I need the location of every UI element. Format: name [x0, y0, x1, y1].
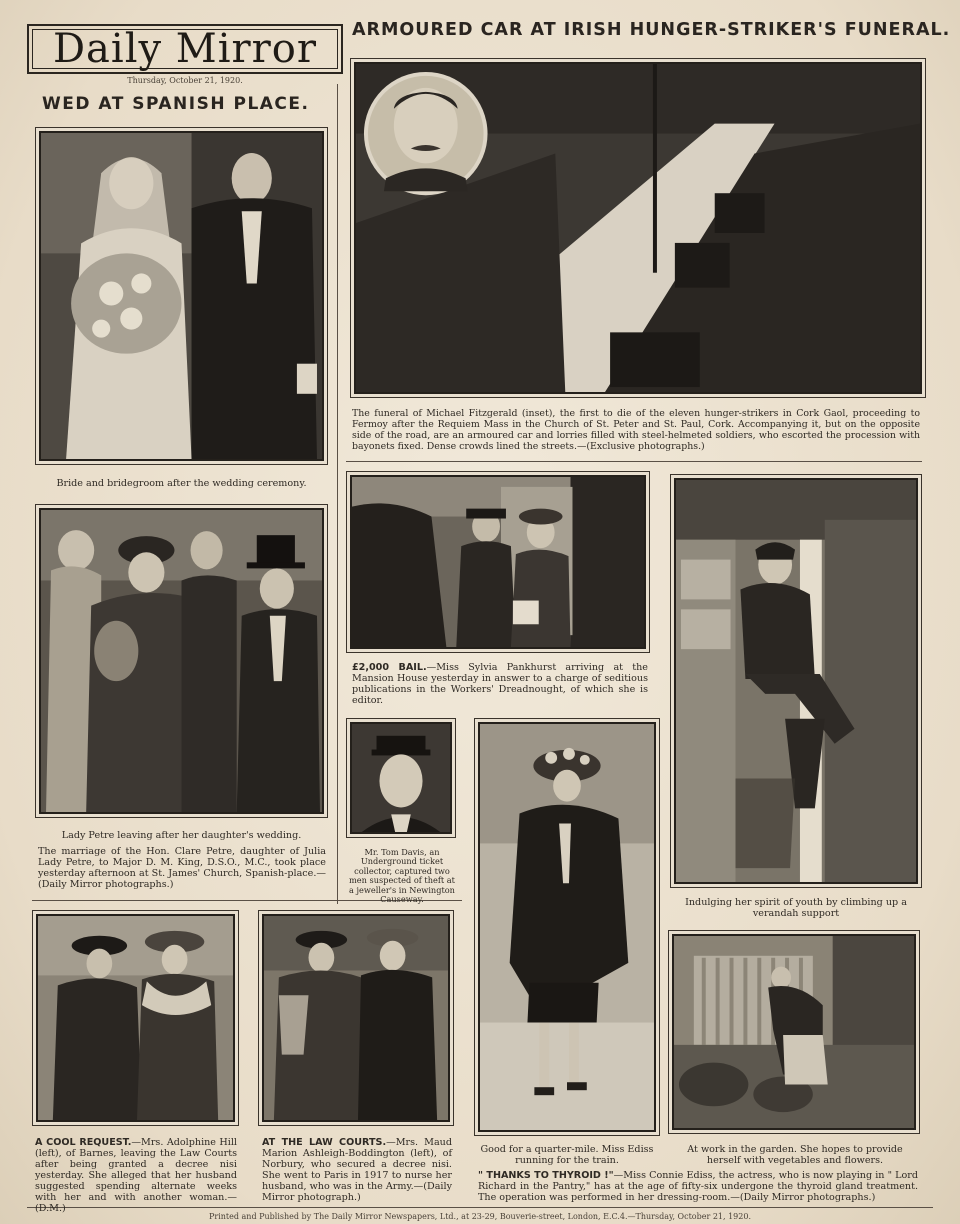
- verandah-caption: Indulging her spirit of youth by climbing up a verandah support: [685, 897, 907, 919]
- hill-law-courts-photo: [32, 910, 239, 1126]
- funeral-procession-photo: [350, 58, 926, 398]
- cool-request-caption: [35, 1137, 237, 1214]
- pankhurst-bail-photo: [346, 471, 650, 653]
- bride-groom-photo: [35, 127, 328, 465]
- law-courts-lead: AT THE LAW COURTS.: [262, 1137, 387, 1148]
- masthead: [27, 24, 343, 74]
- headline-funeral: ARMOURED CAR AT IRISH HUNGER-STRIKER'S FUNERAL.: [352, 20, 951, 40]
- ediss-garden-photo: [668, 930, 920, 1134]
- funeral-caption: The funeral of Michael Fitzgerald (inset), the first to die of the eleven hunger-strikers in Cork Gaol, proceeding to Fermoy after the Requiem Mass in the Church of St. Peter and St. Paul, Cork. Accompanying it, but on the opposite side of the road, are an armoured car and lorries filled with steel-helmeted soldiers, who escorted the procession with bayonets fixed. Dense crowds lined the streets.—(Exclusive photographs.): [352, 408, 920, 452]
- thyroid-body: —Miss Connie Ediss, the actress, who is now playing in " Lord Richard in the Pantry," has at the age of fifty-six undergone the thyroid gland treatment. The operation was performed in her dressing-room.—(Daily Mirror photographs.): [478, 1170, 919, 1203]
- cool-request-body: —Mrs. Adolphine Hill (left), of Barnes, leaving the Law Courts after being granted a decree nisi yesterday. She alleged that her husband suggested spending alternate weeks with her and with another woman.—(D.M.): [35, 1137, 237, 1214]
- running-caption: Good for a quarter-mile. Miss Ediss running for the train.: [480, 1144, 654, 1166]
- dateline: Thursday, October 21, 1920.: [127, 76, 243, 85]
- law-courts-body: —Mrs. Maud Marion Ashleigh-Boddington (left), of Norbury, who secured a decree nisi. She went to Paris in 1917 to nurse her husband, who was in the Army.—(Daily Mirror photograph.): [262, 1137, 452, 1203]
- thyroid-lead: " THANKS TO THYROID !": [478, 1170, 614, 1181]
- cool-request-lead: A COOL REQUEST.: [35, 1137, 132, 1148]
- column-rule: [337, 84, 338, 904]
- masthead-title: Daily Mirror: [52, 26, 317, 72]
- bail-caption-lead: £2,000 BAIL.: [352, 662, 427, 673]
- row-rule: [346, 461, 922, 462]
- boddington-law-courts-photo: [258, 910, 454, 1126]
- garden-caption: At work in the garden. She hopes to provide herself with vegetables and flowers.: [687, 1144, 903, 1166]
- verandah-climb-photo: [670, 474, 922, 888]
- imprint-footer: Printed and Published by The Daily Mirror Newspapers, Ltd., at 23-29, Bouverie-street, London, E.C.4.—Thursday, October 21, 1920.: [209, 1212, 751, 1221]
- lady-petre-photo: [35, 504, 328, 818]
- bail-caption: [352, 662, 648, 706]
- law-courts-caption: [262, 1137, 452, 1203]
- thyroid-caption: [478, 1170, 918, 1203]
- bride-caption: Bride and bridegroom after the wedding ceremony.: [56, 478, 307, 489]
- bail-caption-body: —Miss Sylvia Pankhurst arriving at the Mansion House yesterday in answer to a charge of seditious publications in the Workers' Dreadnought, of which she is editor.: [352, 662, 648, 706]
- headline-wedding: WED AT SPANISH PLACE.: [42, 94, 310, 114]
- tom-davis-photo: [346, 718, 456, 838]
- ediss-running-photo: [474, 718, 660, 1136]
- tom-davis-caption: Mr. Tom Davis, an Underground ticket collector, captured two men suspected of theft at a jeweller's in Newington Causeway.: [349, 847, 455, 905]
- lady-petre-caption-title: Lady Petre leaving after her daughter's wedding.: [61, 830, 302, 841]
- lady-petre-caption-body: The marriage of the Hon. Clare Petre, daughter of Julia Lady Petre, to Major D. M. King, D.S.O., M.C., took place yesterday afternoon at St. James' Church, Spanish-place.—(Daily Mirror photographs.): [38, 846, 326, 890]
